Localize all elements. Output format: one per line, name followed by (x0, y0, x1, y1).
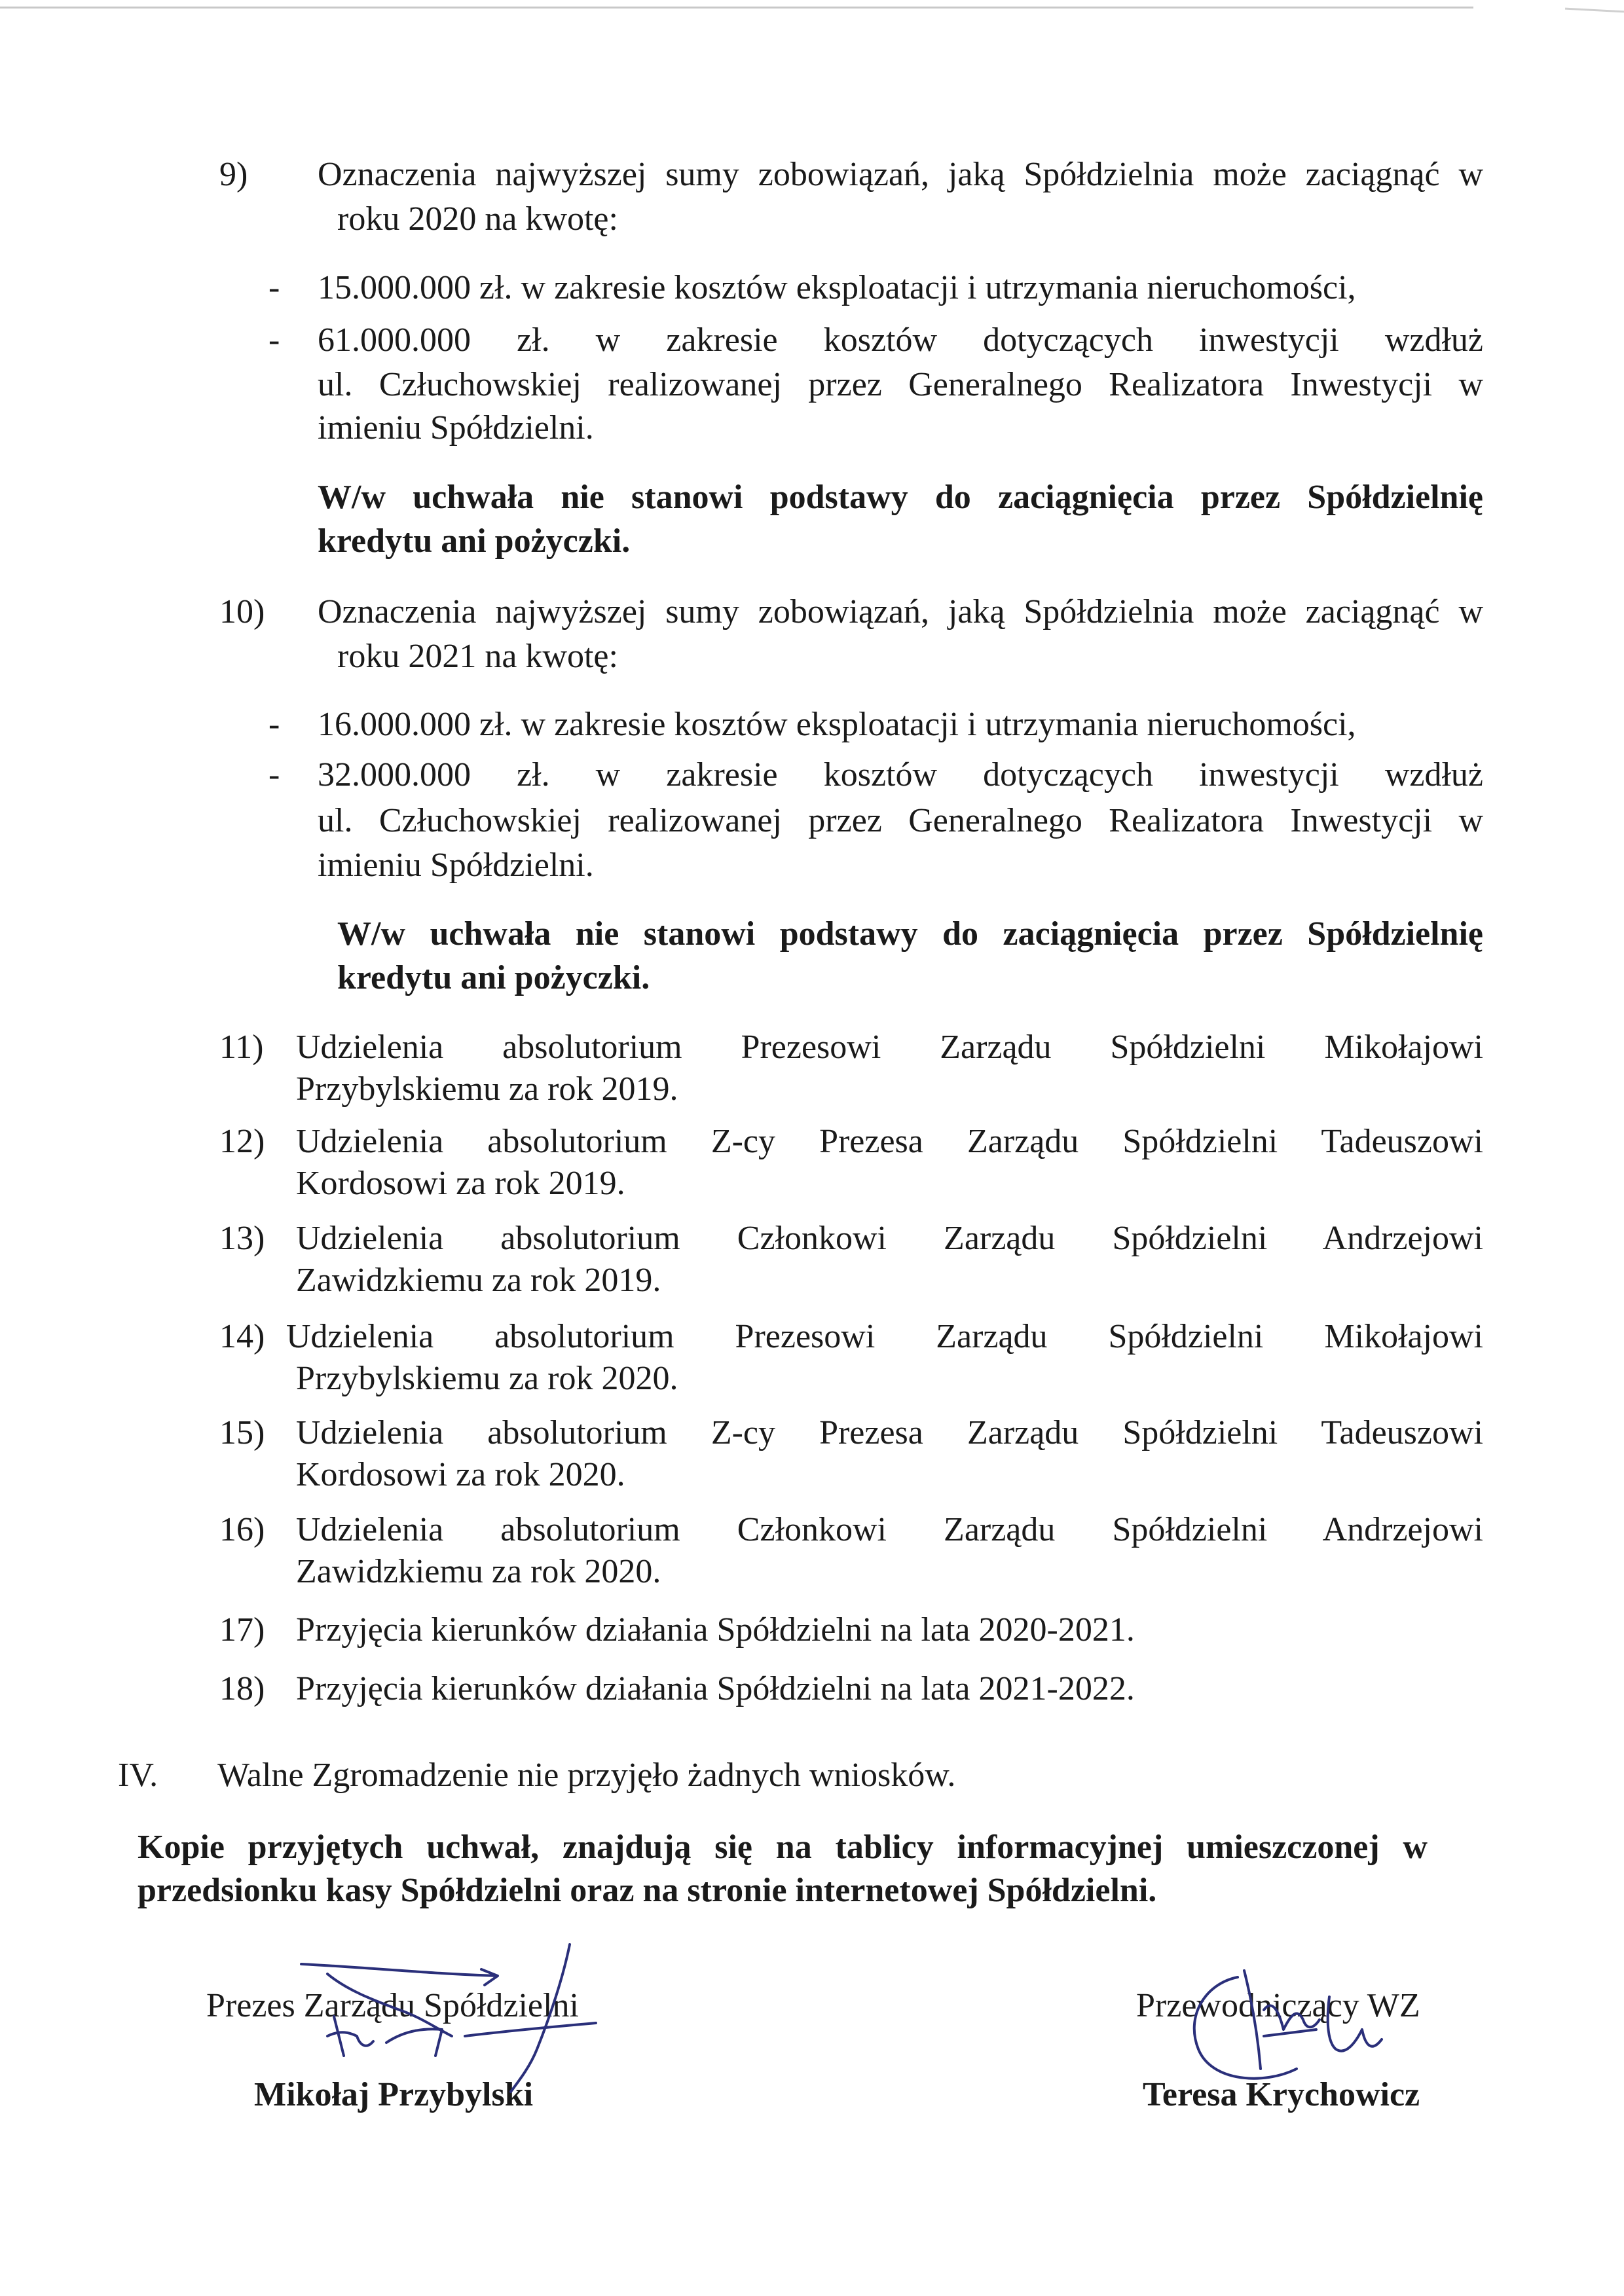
signatory-name-left: Mikołaj Przybylski (254, 2076, 534, 2113)
item-text: Zawidzkiemu za rok 2020. (296, 1553, 661, 1590)
item-number: 18) (219, 1670, 265, 1707)
handwritten-signature-right (1166, 1958, 1401, 2102)
item-number: 14) (219, 1318, 265, 1355)
bullet-text: 16.000.000 zł. w zakresie kosztów eksploatacji i utrzymania nieruchomości, (318, 706, 1356, 743)
section-text: Walne Zgromadzenie nie przyjęło żadnych wniosków. (217, 1757, 956, 1794)
item-text: Udzielenia absolutorium Z-cy Prezesa Zarządu Spółdzielni Tadeuszowi (296, 1414, 1483, 1451)
bullet-dash: - (268, 706, 280, 743)
item-text: Udzielenia absolutorium Prezesowi Zarządu Spółdzielni Mikołajowi (296, 1029, 1483, 1066)
item-text: Przyjęcia kierunków działania Spółdzielni na lata 2021-2022. (296, 1670, 1135, 1707)
scan-edge-line (0, 7, 1473, 9)
item-text: Zawidzkiemu za rok 2019. (296, 1262, 661, 1299)
bullet-dash: - (268, 321, 280, 359)
item-text: Udzielenia absolutorium Prezesowi Zarządu Spółdzielni Mikołajowi (286, 1318, 1483, 1355)
item-heading-line: Oznaczenia najwyższej sumy zobowiązań, jaką Spółdzielnia może zaciągnąć w (318, 593, 1483, 630)
scan-edge-line (1565, 8, 1624, 13)
item-text: Udzielenia absolutorium Członkowi Zarządu Spółdzielni Andrzejowi (296, 1220, 1483, 1257)
item-number: 16) (219, 1511, 265, 1548)
signatory-name-right: Teresa Krychowicz (1143, 2076, 1420, 2113)
section-numeral: IV. (118, 1757, 158, 1794)
item-number: 17) (219, 1611, 265, 1649)
item-number: 9) (219, 156, 248, 193)
item-heading-line: roku 2021 na kwotę: (337, 638, 618, 675)
signatory-title-left: Prezes Zarządu Spółdzielni (206, 1987, 579, 2024)
item-number: 12) (219, 1123, 265, 1160)
item-text: Przybylskiemu za rok 2020. (296, 1360, 678, 1397)
item-heading-line: Oznaczenia najwyższej sumy zobowiązań, jaką Spółdzielnia może zaciągnąć w (318, 156, 1483, 193)
resolution-note: kredytu ani pożyczki. (318, 522, 631, 560)
item-number: 11) (219, 1029, 264, 1066)
handwritten-signature-left (288, 1938, 629, 2108)
item-number: 10) (219, 593, 265, 630)
bullet-text: imieniu Spółdzielni. (318, 847, 594, 884)
resolution-note: kredytu ani pożyczki. (337, 959, 650, 996)
bullet-text: 15.000.000 zł. w zakresie kosztów eksploatacji i utrzymania nieruchomości, (318, 269, 1356, 306)
closing-paragraph: przedsionku kasy Spółdzielni oraz na stronie internetowej Spółdzielni. (138, 1872, 1157, 1909)
item-text: Udzielenia absolutorium Członkowi Zarządu Spółdzielni Andrzejowi (296, 1511, 1483, 1548)
item-text: Kordosowi za rok 2020. (296, 1456, 625, 1493)
bullet-dash: - (268, 269, 280, 306)
bullet-text: 32.000.000 zł. w zakresie kosztów dotyczących inwestycji wzdłuż (318, 756, 1483, 793)
closing-paragraph: Kopie przyjętych uchwał, znajdują się na tablicy informacyjnej umieszczonej w (138, 1829, 1428, 1866)
signatory-title-right: Przewodniczący WZ (1136, 1987, 1420, 2024)
item-text: Przybylskiemu za rok 2019. (296, 1070, 678, 1108)
item-heading-line: roku 2020 na kwotę: (337, 200, 618, 238)
bullet-dash: - (268, 756, 280, 793)
item-text: Udzielenia absolutorium Z-cy Prezesa Zarządu Spółdzielni Tadeuszowi (296, 1123, 1483, 1160)
bullet-text: ul. Człuchowskiej realizowanej przez Generalnego Realizatora Inwestycji w (318, 366, 1483, 403)
bullet-text: imieniu Spółdzielni. (318, 409, 594, 446)
item-text: Kordosowi za rok 2019. (296, 1165, 625, 1202)
resolution-note: W/w uchwała nie stanowi podstawy do zaciągnięcia przez Spółdzielnię (318, 479, 1483, 516)
resolution-note: W/w uchwała nie stanowi podstawy do zaciągnięcia przez Spółdzielnię (337, 915, 1483, 953)
bullet-text: ul. Człuchowskiej realizowanej przez Generalnego Realizatora Inwestycji w (318, 802, 1483, 839)
bullet-text: 61.000.000 zł. w zakresie kosztów dotyczących inwestycji wzdłuż (318, 321, 1483, 359)
item-text: Przyjęcia kierunków działania Spółdzielni na lata 2020-2021. (296, 1611, 1135, 1649)
item-number: 15) (219, 1414, 265, 1451)
item-number: 13) (219, 1220, 265, 1257)
